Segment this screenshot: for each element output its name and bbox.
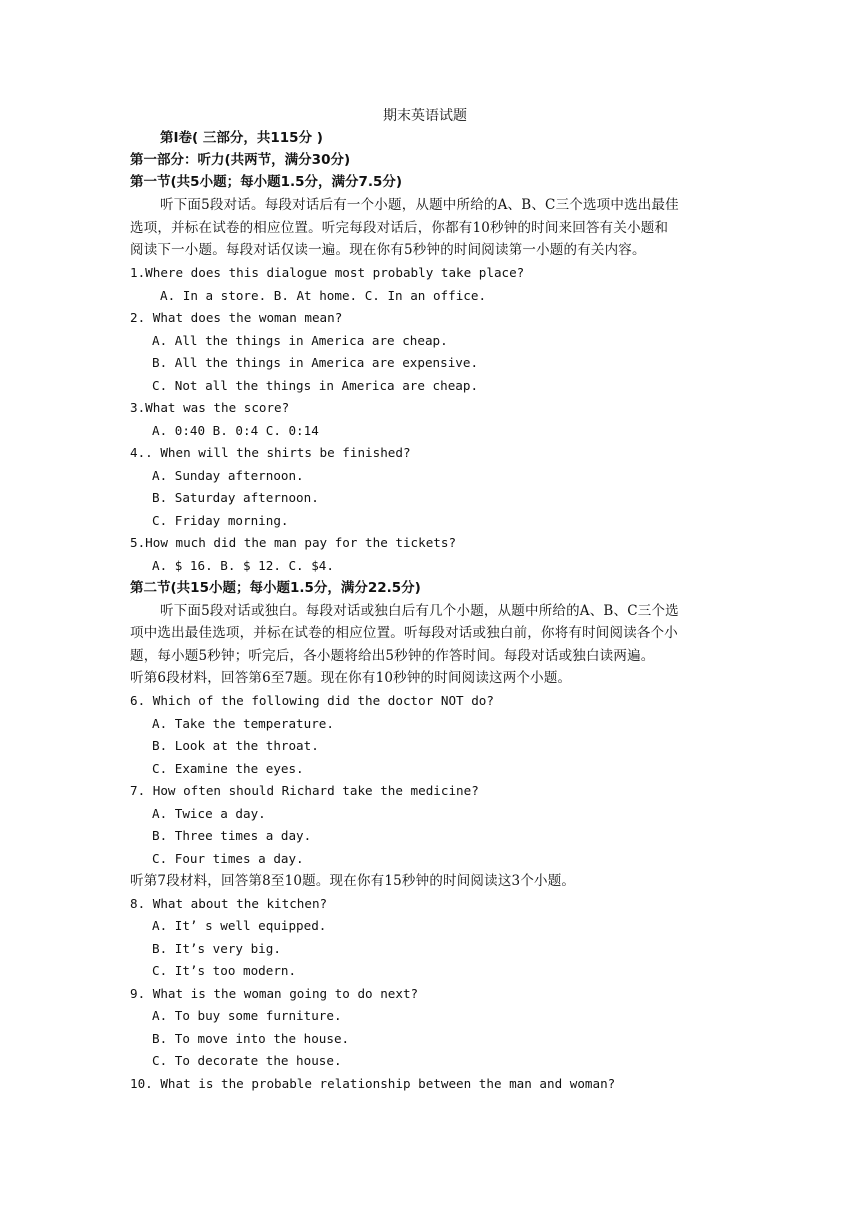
q8-option-c: C. It’s too modern. [152, 963, 297, 978]
section2-instruction-line: 听下面5段对话或独白。每段对话或独白后有几个小题，从题中所给的A、B、C三个选 [160, 603, 679, 619]
q4-option-c: C. Friday morning. [152, 513, 289, 528]
q6-option-c: C. Examine the eyes. [152, 761, 304, 776]
section1-instruction-line: 听下面5段对话。每段对话后有一个小题，从题中所给的A、B、C三个选项中选出最佳 [160, 197, 679, 213]
q10-stem: 10. What is the probable relationship between the man and woman? [130, 1076, 616, 1091]
q9-stem: 9. What is the woman going to do next? [130, 986, 419, 1001]
q2-option-b: B. All the things in America are expensive. [152, 355, 479, 370]
q5-options: A. $ 16. B. $ 12. C. $4. [152, 558, 334, 573]
q4-stem: 4.. When will the shirts be finished? [130, 445, 411, 460]
section1-heading: 第一节(共5小题；每小题1.5分，满分7.5分) [130, 174, 403, 190]
q1-options: A. In a store. B. At home. C. In an office. [160, 288, 487, 303]
q4-option-a: A. Sunday afternoon. [152, 468, 304, 483]
q6-option-a: A. Take the temperature. [152, 716, 334, 731]
q7-stem: 7. How often should Richard take the medicine? [130, 783, 479, 798]
q4-option-b: B. Saturday afternoon. [152, 490, 319, 505]
section2-instruction-line: 题，每小题5秒钟；听完后，各小题将给出5秒钟的作答时间。每段对话或独白读两遍。 [130, 648, 655, 664]
section2-heading: 第二节(共15小题；每小题1.5分，满分22.5分) [130, 580, 421, 596]
q6-option-b: B. Look at the throat. [152, 738, 319, 753]
q7-option-c: C. Four times a day. [152, 851, 304, 866]
section2-instruction-line: 项中选出最佳选项，并标在试卷的相应位置。听每段对话或独白前，你将有时间阅读各个小 [130, 625, 678, 641]
q7-option-b: B. Three times a day. [152, 828, 312, 843]
q9-option-b: B. To move into the house. [152, 1031, 350, 1046]
section1-instruction-line: 阅读下一小题。每段对话仅读一遍。现在你有5秒钟的时间阅读第一小题的有关内容。 [130, 242, 646, 258]
q3-stem: 3.What was the score? [130, 400, 290, 415]
page-title: 期末英语试题 [383, 108, 467, 124]
q8-option-a: A. It’ s well equipped. [152, 918, 327, 933]
q2-option-a: A. All the things in America are cheap. [152, 333, 448, 348]
q8-option-b: B. It’s very big. [152, 941, 281, 956]
q3-options: A. 0:40 B. 0:4 C. 0:14 [152, 423, 319, 438]
part1-heading: 第一部分：听力(共两节，满分30分) [130, 152, 351, 168]
section1-instruction-line: 选项，并标在试卷的相应位置。听完每段对话后，你都有10秒钟的时间来回答有关小题和 [130, 220, 669, 236]
q9-option-a: A. To buy some furniture. [152, 1008, 342, 1023]
volume-heading: 第Ⅰ卷( 三部分，共115分 ) [160, 130, 323, 146]
q6-stem: 6. Which of the following did the doctor NOT do? [130, 693, 494, 708]
q2-option-c: C. Not all the things in America are cheap. [152, 378, 479, 393]
q5-stem: 5.How much did the man pay for the tickets? [130, 535, 457, 550]
q7-option-a: A. Twice a day. [152, 806, 266, 821]
material7-note: 听第7段材料，回答第8至10题。现在你有15秒钟的时间阅读这3个小题。 [130, 873, 576, 889]
q9-option-c: C. To decorate the house. [152, 1053, 342, 1068]
q8-stem: 8. What about the kitchen? [130, 896, 328, 911]
q1-stem: 1.Where does this dialogue most probably take place? [130, 265, 525, 280]
material6-note: 听第6段材料，回答第6至7题。现在你有10秒钟的时间阅读这两个小题。 [130, 670, 572, 686]
q2-stem: 2. What does the woman mean? [130, 310, 343, 325]
